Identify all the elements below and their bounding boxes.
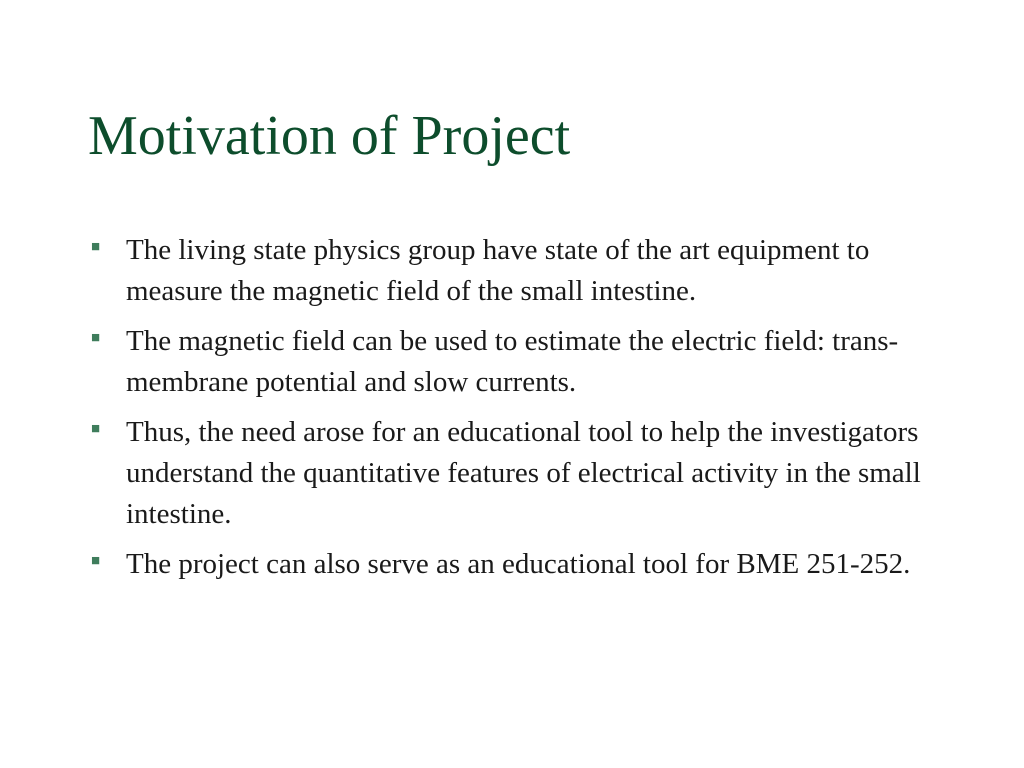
square-bullet-icon: ■ — [91, 330, 101, 346]
bullet-text: The magnetic field can be used to estimate the electric field: trans-membrane potential and slow currents. — [126, 325, 899, 398]
square-bullet-icon: ■ — [91, 421, 101, 437]
list-item — [88, 321, 948, 403]
square-bullet-icon: ■ — [91, 553, 101, 569]
bullet-text: The living state physics group have state of the art equipment to measure the magnetic field of the small intestine. — [126, 234, 870, 307]
slide-title: Motivation of Project — [88, 105, 571, 167]
bullet-list — [88, 230, 948, 594]
bullet-text: Thus, the need arose for an educational tool to help the investigators understand the quantitative features of electrical activity in the small intestine. — [126, 416, 921, 530]
list-item — [88, 412, 948, 535]
list-item — [88, 544, 948, 585]
bullet-text: The project can also serve as an educational tool for BME 251-252. — [126, 548, 911, 580]
square-bullet-icon: ■ — [91, 239, 101, 255]
list-item — [88, 230, 948, 312]
